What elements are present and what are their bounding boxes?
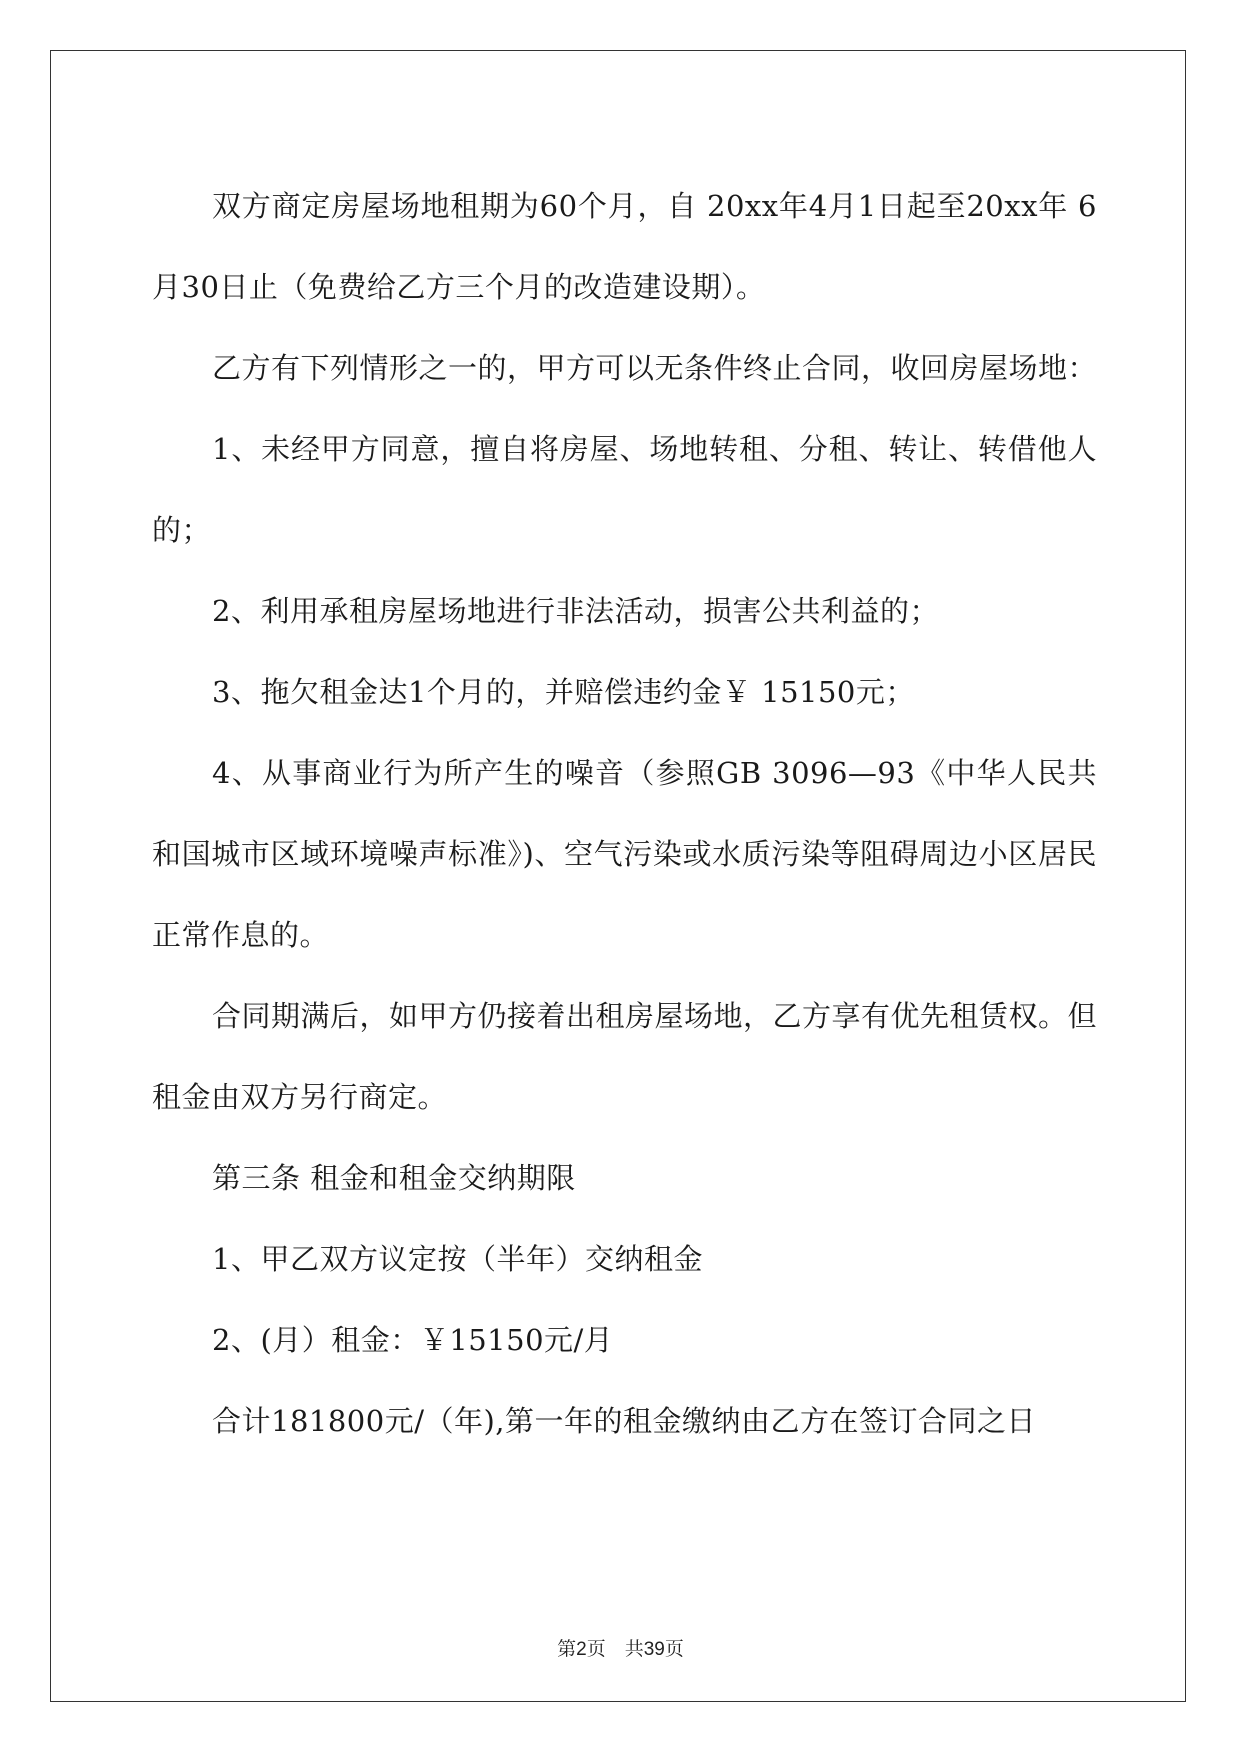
- paragraph-monthly-rent: 2、(月）租金：￥15150元/月: [212, 1323, 614, 1357]
- page-current-number: 2: [576, 1639, 587, 1660]
- paragraph-payment-period: 1、甲乙双方议定按（半年）交纳租金: [212, 1242, 703, 1276]
- page-total-number: 39: [643, 1639, 665, 1660]
- page-suffix: 页: [664, 1638, 684, 1660]
- page-prefix: 第: [557, 1638, 577, 1660]
- paragraph-item-4: 4、从事商业行为所产生的噪音（参照GB 3096—93《中华人民共和国城市区域环境噪声标准》)、空气污染或水质污染等阻碍周边小区居民正常作息的。: [152, 756, 1097, 952]
- paragraph-termination-conditions: 乙方有下列情形之一的，甲方可以无条件终止合同，收回房屋场地：: [212, 351, 1098, 385]
- document-body: [152, 166, 1097, 1462]
- page-footer: [0, 1634, 1241, 1661]
- paragraph-annual-total: 合计181800元/（年),第一年的租金缴纳由乙方在签订合同之日: [212, 1404, 1037, 1438]
- paragraph-lease-term: 双方商定房屋场地租期为60个月，自 20xx年4月1日起至20xx年 6月30日止（免费给乙方三个月的改造建设期）。: [152, 189, 1097, 304]
- paragraph-item-3: 3、拖欠租金达1个月的，并赔偿违约金￥ 15150元；: [212, 675, 915, 709]
- paragraph-renewal: 合同期满后，如甲方仍接着出租房屋场地，乙方享有优先租赁权。但租金由双方另行商定。: [152, 999, 1098, 1114]
- paragraph-item-1: 1、未经甲方同意，擅自将房屋、场地转租、分租、转让、转借他人的；: [152, 432, 1097, 547]
- page-mid: 页 共: [586, 1638, 644, 1660]
- paragraph-item-2: 2、利用承租房屋场地进行非法活动，损害公共利益的；: [212, 594, 939, 628]
- article-three-heading: 第三条 租金和租金交纳期限: [212, 1161, 576, 1195]
